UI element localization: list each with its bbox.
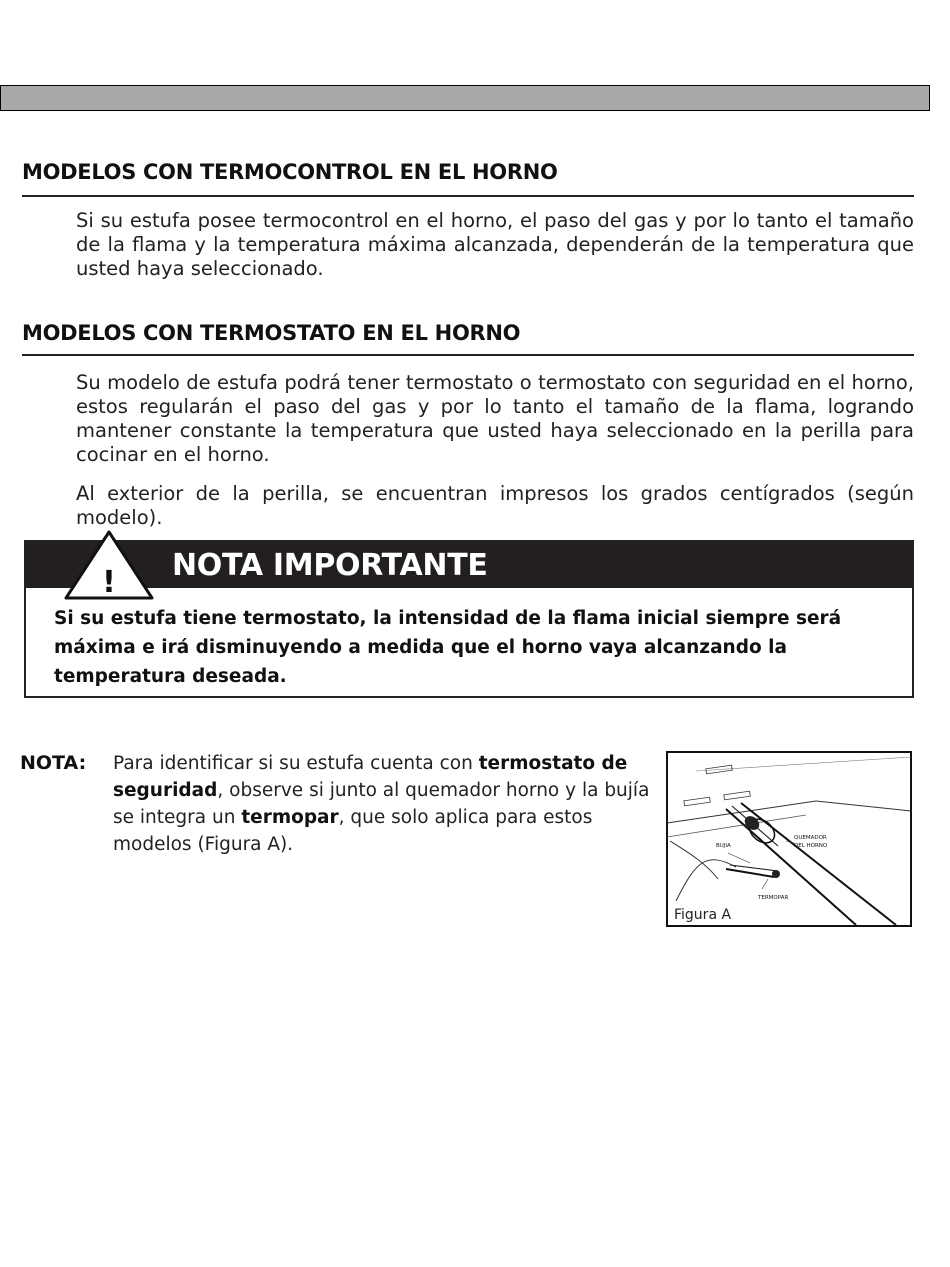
warning-triangle-icon (62, 530, 156, 602)
note-label: NOTA: (20, 752, 87, 774)
paragraph-termocontrol: Si su estufa posee termocontrol en el horno, el paso del gas y por lo tanto el tamaño de la flama y la temperatura máxima alcanzada, dependerán de la temperatura que usted haya seleccionado. (76, 209, 914, 280)
section-heading-termocontrol: MODELOS CON TERMOCONTROL EN EL HORNO (22, 160, 558, 184)
figure-a-diagram (666, 751, 912, 927)
important-note-header (26, 542, 912, 588)
section-divider (22, 354, 914, 356)
figure-label-del-horno: DEL HORNO (794, 843, 828, 849)
note-bold-termopar: termopar (241, 807, 339, 828)
figure-label-bujia: BUJIA (716, 843, 731, 849)
paragraph-grados: Al exterior de la perilla, se encuentran impresos los grados centígrados (según modelo). (76, 482, 914, 529)
section-heading-termostato: MODELOS CON TERMOSTATO EN EL HORNO (22, 321, 521, 345)
figure-label-quemador: QUEMADOR (794, 835, 827, 841)
important-note-box (24, 540, 914, 698)
note-bold-termostato: termostato de seguridad (113, 753, 628, 801)
paragraph-termostato: Su modelo de estufa podrá tener termostato o termostato con seguridad en el horno, estos regularán el paso del gas y por lo tanto el tamaño de la flama, logrando mantener constante la temperatura que usted haya seleccionado en la perilla para cocinar en el horno. (76, 371, 914, 466)
figure-caption: Figura A (674, 907, 732, 923)
warning-exclamation: ! (102, 565, 116, 600)
note-text-part: , que solo aplica para estos modelos (Figura A). (113, 807, 593, 855)
note-text-part: Para identificar si su estufa cuenta con (113, 753, 479, 774)
note-text (113, 750, 658, 858)
section-divider (22, 195, 914, 197)
header-bar (0, 85, 930, 111)
note-text-part: , observe si junto al quemador horno y la bujía se integra un (113, 780, 650, 828)
important-note-text: Si su estufa tiene termostato, la intensidad de la flama inicial siempre será máxima e irá disminuyendo a medida que el horno vaya alcanzando la temperatura deseada. (54, 608, 842, 687)
figure-label-termopar: TERMOPAR (758, 895, 789, 901)
important-note-title: NOTA IMPORTANTE (172, 548, 488, 583)
